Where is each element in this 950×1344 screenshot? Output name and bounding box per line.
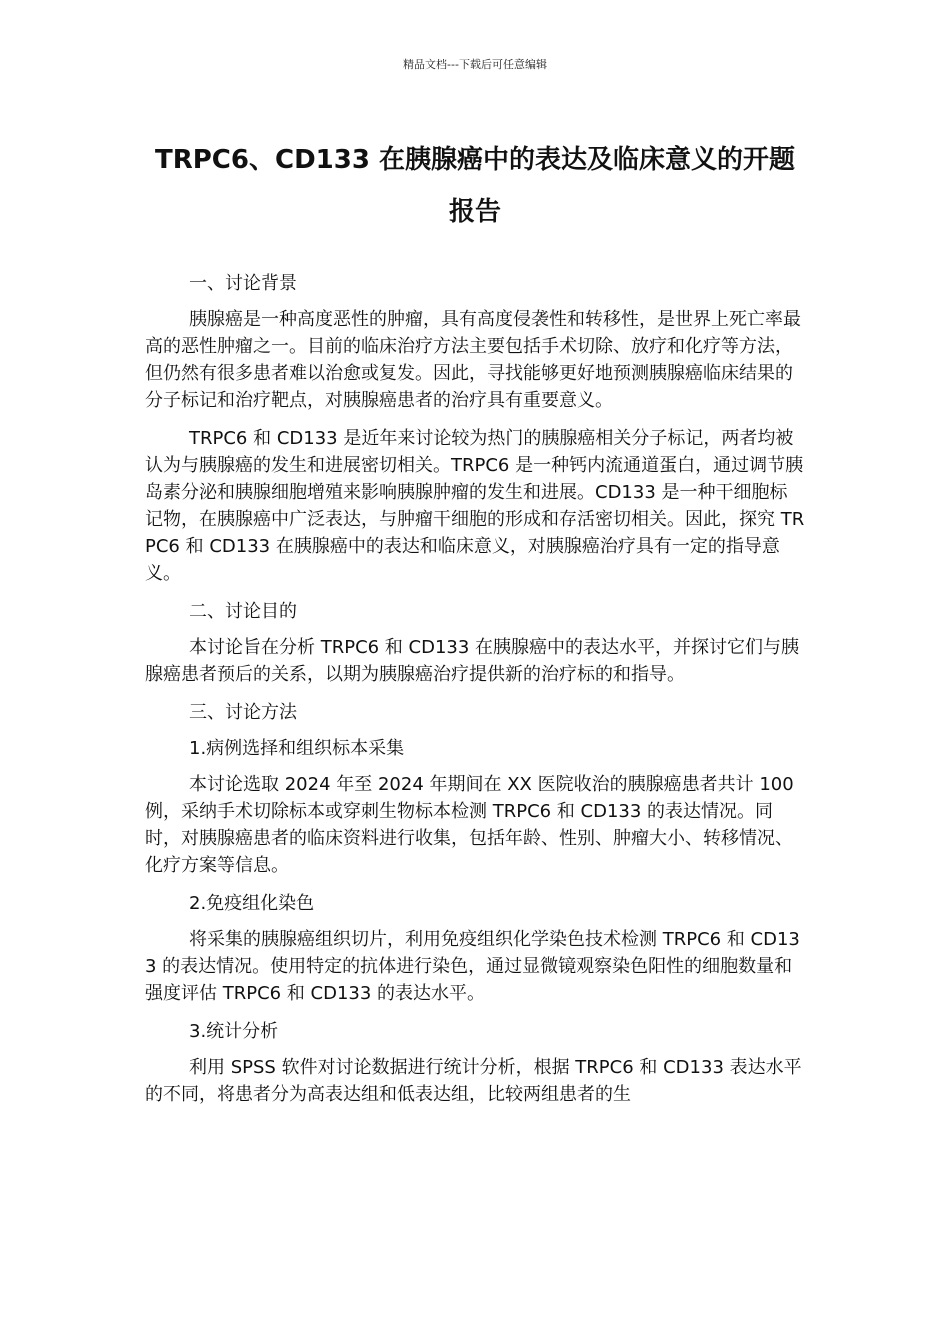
section-heading-background: 一、讨论背景 xyxy=(189,273,297,294)
section-heading-methods: 三、讨论方法 xyxy=(189,702,297,723)
paragraph-immunostaining: 将采集的胰腺癌组织切片，利用免疫组织化学染色技术检测 TRPC6 和 CD133 的表达情况。使用特定的抗体进行染色，通过显微镜观察染色阳性的细胞数量和强度评估 TRPC6 和 CD133 的表达水平。 xyxy=(145,929,800,1004)
subheading-statistics: 3.统计分析 xyxy=(189,1021,279,1042)
subheading-immunostaining: 2.免疫组化染色 xyxy=(189,893,315,914)
paragraph-purpose: 本讨论旨在分析 TRPC6 和 CD133 在胰腺癌中的表达水平，并探讨它们与胰腺癌患者预后的关系，以期为胰腺癌治疗提供新的治疗标的和指导。 xyxy=(145,637,800,685)
paragraph-statistics: 利用 SPSS 软件对讨论数据进行统计分析，根据 TRPC6 和 CD133 表达水平的不同，将患者分为高表达组和低表达组，比较两组患者的生 xyxy=(145,1057,802,1105)
paragraph-background-2: TRPC6 和 CD133 是近年来讨论较为热门的胰腺癌相关分子标记，两者均被认为与胰腺癌的发生和进展密切相关。TRPC6 是一种钙内流通道蛋白，通过调节胰岛素分泌和胰腺细胞增殖来影响胰腺肿瘤的发生和进展。CD133 是一种干细胞标记物，在胰腺癌中广泛表达，与肿瘤干细胞的形成和存活密切相关。因此，探究 TRPC6 和 CD133 在胰腺癌中的表达和临床意义，对胰腺癌治疗具有一定的指导意义。 xyxy=(145,428,805,584)
paragraph-case-selection: 本讨论选取 2024 年至 2024 年期间在 XX 医院收治的胰腺癌患者共计 100 例，采纳手术切除标本或穿刺生物标本检测 TRPC6 和 CD133 的表达情况。同时，对胰腺癌患者的临床资料进行收集，包括年龄、性别、肿瘤大小、转移情况、化疗方案等信息。 xyxy=(145,774,794,876)
header-note: 精品文档---下载后可任意编辑 xyxy=(403,58,547,71)
subheading-case-selection: 1.病例选择和组织标本采集 xyxy=(189,738,405,759)
document-body xyxy=(145,270,805,1119)
document-title: TRPC6、CD133 在胰腺癌中的表达及临床意义的开题报告 xyxy=(155,145,795,227)
paragraph-background-1: 胰腺癌是一种高度恶性的肿瘤，具有高度侵袭性和转移性，是世界上死亡率最高的恶性肿瘤之一。目前的临床治疗方法主要包括手术切除、放疗和化疗等方法，但仍然有很多患者难以治愈或复发。因此，寻找能够更好地预测胰腺癌临床结果的分子标记和治疗靶点，对胰腺癌患者的治疗具有重要意义。 xyxy=(145,309,801,411)
section-heading-purpose: 二、讨论目的 xyxy=(189,601,297,622)
